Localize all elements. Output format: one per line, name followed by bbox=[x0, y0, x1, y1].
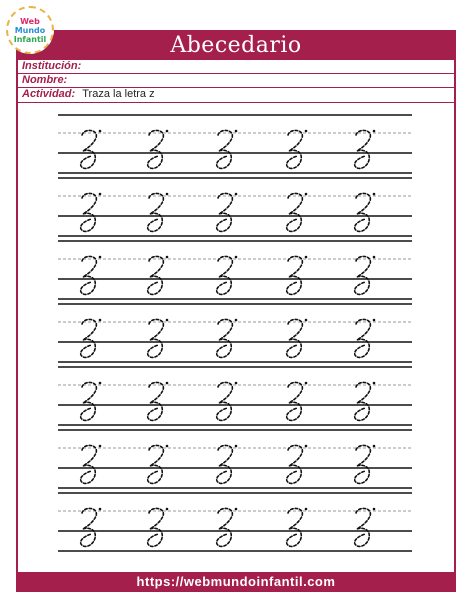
start-dot bbox=[373, 319, 376, 322]
tracing-letter-z bbox=[217, 382, 233, 420]
institution-label: Institución: bbox=[22, 60, 82, 72]
tracing-letter-z bbox=[148, 130, 164, 168]
activity-label: Actividad: bbox=[22, 88, 76, 100]
tracing-letter-z bbox=[287, 256, 303, 294]
start-dot bbox=[305, 445, 308, 448]
start-dot bbox=[99, 193, 102, 196]
tracing-letter-z bbox=[217, 256, 233, 294]
tracing-letter-z bbox=[81, 256, 97, 294]
practice-row bbox=[58, 493, 412, 551]
start-dot bbox=[305, 382, 308, 385]
start-dot bbox=[166, 256, 169, 259]
tracing-letter-z bbox=[217, 319, 233, 357]
start-dot bbox=[373, 382, 376, 385]
tracing-letter-z bbox=[287, 508, 303, 546]
start-dot bbox=[99, 382, 102, 385]
start-dot bbox=[373, 256, 376, 259]
tracing-letter-z bbox=[355, 256, 371, 294]
tracing-letter-z bbox=[287, 382, 303, 420]
start-dot bbox=[235, 193, 238, 196]
tracing-letter-z bbox=[355, 508, 371, 546]
start-dot bbox=[235, 130, 238, 133]
tracing-letter-z bbox=[81, 319, 97, 357]
practice-row bbox=[58, 241, 412, 299]
logo-text-1: Web bbox=[20, 16, 40, 26]
start-dot bbox=[305, 193, 308, 196]
start-dot bbox=[373, 508, 376, 511]
tracing-letter-z bbox=[217, 193, 233, 231]
tracing-letter-z bbox=[81, 193, 97, 231]
tracing-letter-z bbox=[81, 445, 97, 483]
tracing-letter-z bbox=[148, 508, 164, 546]
tracing-letter-z bbox=[287, 193, 303, 231]
start-dot bbox=[235, 382, 238, 385]
start-dot bbox=[99, 130, 102, 133]
start-dot bbox=[235, 445, 238, 448]
tracing-letter-z bbox=[355, 445, 371, 483]
footer-url[interactable]: https://webmundoinfantil.com bbox=[16, 572, 456, 592]
logo-text-2: Mundo bbox=[14, 25, 46, 35]
tracing-letter-z bbox=[148, 445, 164, 483]
start-dot bbox=[305, 256, 308, 259]
tracing-letter-z bbox=[217, 508, 233, 546]
practice-row bbox=[58, 178, 412, 236]
tracing-letter-z bbox=[81, 382, 97, 420]
tracing-letter-z bbox=[148, 193, 164, 231]
tracing-letter-z bbox=[148, 319, 164, 357]
page-title: Abecedario bbox=[16, 32, 456, 60]
practice-row bbox=[58, 115, 412, 173]
start-dot bbox=[99, 445, 102, 448]
tracing-letter-z bbox=[217, 445, 233, 483]
start-dot bbox=[305, 319, 308, 322]
activity-value: Traza la letra z bbox=[82, 88, 155, 100]
start-dot bbox=[99, 256, 102, 259]
start-dot bbox=[166, 382, 169, 385]
start-dot bbox=[99, 508, 102, 511]
tracing-letter-z bbox=[148, 382, 164, 420]
tracing-letter-z bbox=[148, 256, 164, 294]
tracing-letter-z bbox=[287, 130, 303, 168]
start-dot bbox=[166, 319, 169, 322]
start-dot bbox=[373, 130, 376, 133]
tracing-letter-z bbox=[217, 130, 233, 168]
start-dot bbox=[166, 130, 169, 133]
start-dot bbox=[99, 319, 102, 322]
start-dot bbox=[166, 445, 169, 448]
start-dot bbox=[373, 445, 376, 448]
tracing-letter-z bbox=[81, 130, 97, 168]
logo-text-3: Infantil bbox=[13, 34, 47, 44]
start-dot bbox=[166, 508, 169, 511]
start-dot bbox=[373, 193, 376, 196]
practice-row bbox=[58, 304, 412, 362]
name-label: Nombre: bbox=[22, 74, 68, 86]
start-dot bbox=[235, 508, 238, 511]
start-dot bbox=[235, 256, 238, 259]
practice-row bbox=[58, 367, 412, 425]
start-dot bbox=[166, 193, 169, 196]
practice-row bbox=[58, 430, 412, 488]
tracing-letter-z bbox=[355, 382, 371, 420]
tracing-letter-z bbox=[355, 193, 371, 231]
tracing-letter-z bbox=[355, 130, 371, 168]
tracing-letter-z bbox=[287, 319, 303, 357]
brand-logo bbox=[6, 6, 54, 54]
tracing-letter-z bbox=[287, 445, 303, 483]
start-dot bbox=[235, 319, 238, 322]
start-dot bbox=[305, 130, 308, 133]
start-dot bbox=[305, 508, 308, 511]
tracing-letter-z bbox=[355, 319, 371, 357]
tracing-letter-z bbox=[81, 508, 97, 546]
